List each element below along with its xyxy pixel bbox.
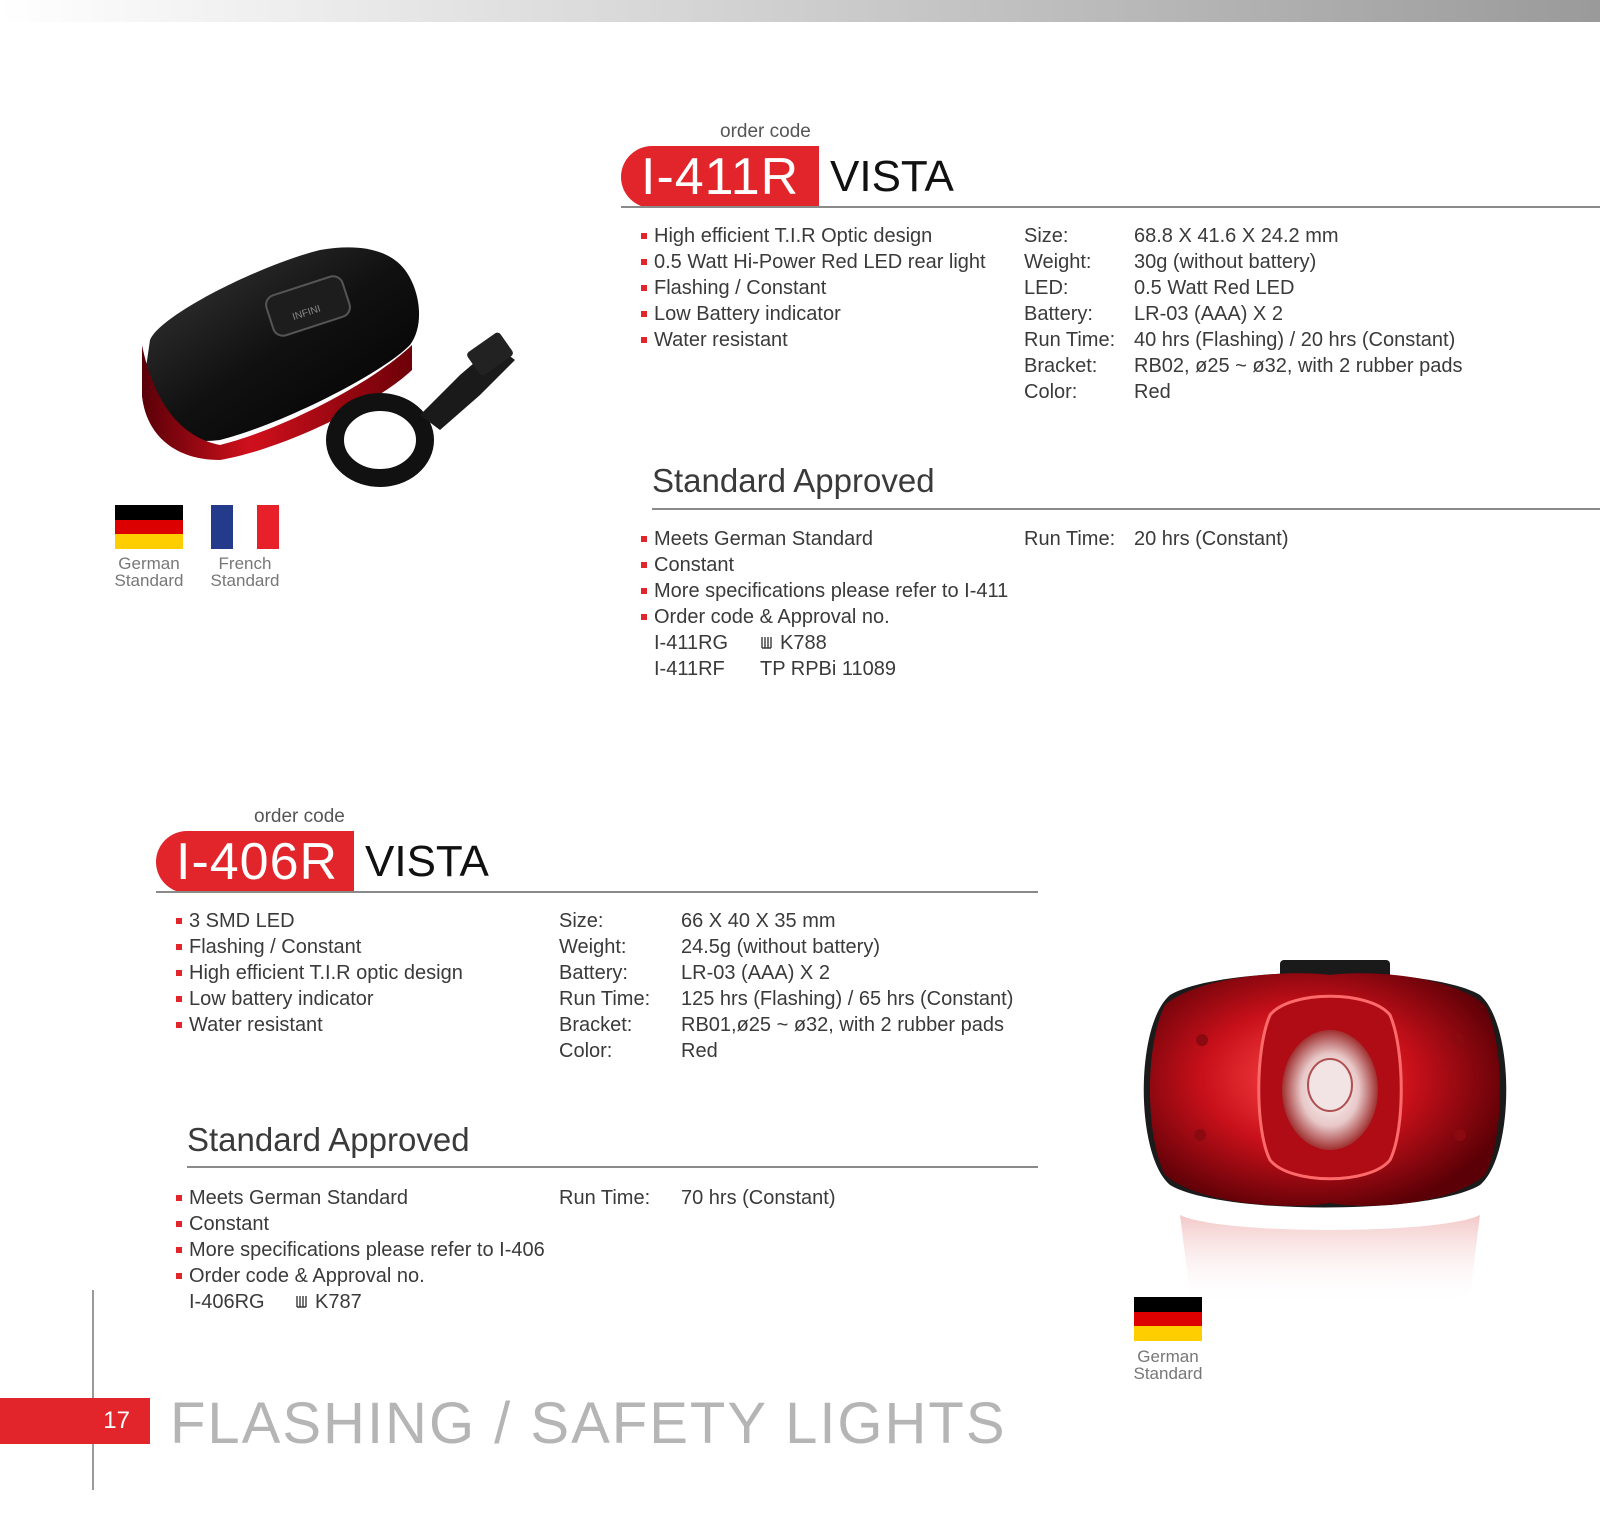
approval-number: K787 bbox=[295, 1289, 362, 1315]
flag-caption-french: French Standard bbox=[210, 554, 280, 590]
spec-row: Battery: LR-03 (AAA) X 2 bbox=[1024, 303, 1283, 325]
spec-row: Bracket: RB02, ø25 ~ ø32, with 2 rubber pads bbox=[1024, 355, 1463, 377]
standard-approved-title: Standard Approved bbox=[187, 1121, 470, 1158]
order-code-label: order code bbox=[720, 121, 811, 142]
french-flag-icon bbox=[211, 505, 279, 549]
spec-row: Bracket: RB01,ø25 ~ ø32, with 2 rubber pads bbox=[559, 1014, 1004, 1036]
spec-row: Run Time: 70 hrs (Constant) bbox=[559, 1187, 836, 1209]
spec-table bbox=[559, 908, 1013, 1064]
order-code-badge: I-411R bbox=[621, 146, 819, 208]
wave-mark-icon bbox=[760, 631, 780, 647]
wave-mark-icon bbox=[295, 1290, 315, 1306]
standard-item: Constant bbox=[176, 1211, 545, 1237]
top-gradient-bar bbox=[0, 0, 1600, 22]
header-rule bbox=[621, 206, 1600, 208]
flag-caption-german: German Standard bbox=[114, 554, 184, 590]
spec-row: Battery: LR-03 (AAA) X 2 bbox=[559, 962, 830, 984]
model-name: VISTA bbox=[365, 837, 489, 886]
feature-item: 0.5 Watt Hi-Power Red LED rear light bbox=[641, 249, 986, 275]
approval-code: I-411RG bbox=[654, 632, 729, 654]
order-code-badge: I-406R bbox=[156, 831, 354, 893]
standard-rule bbox=[652, 508, 1600, 510]
feature-item: Flashing / Constant bbox=[176, 934, 463, 960]
standard-runtime bbox=[559, 1185, 836, 1211]
page-number: 17 bbox=[0, 1398, 150, 1444]
feature-list bbox=[176, 908, 463, 1038]
spec-row: Color: Red bbox=[559, 1040, 718, 1062]
spec-row: Weight: 24.5g (without battery) bbox=[559, 936, 880, 958]
standard-rule bbox=[187, 1166, 1038, 1168]
spec-row: Run Time: 125 hrs (Flashing) / 65 hrs (Constant) bbox=[559, 988, 1014, 1010]
feature-item: Flashing / Constant bbox=[641, 275, 986, 301]
spec-row: Size: 66 X 40 X 35 mm bbox=[559, 910, 836, 932]
standard-runtime bbox=[1024, 526, 1289, 552]
standard-item: Order code & Approval no. bbox=[641, 604, 1008, 630]
spec-row: Color: Red bbox=[1024, 381, 1171, 403]
feature-item: 3 SMD LED bbox=[176, 908, 463, 934]
product-image-i411r bbox=[140, 245, 540, 495]
device-brand-label: INFINI bbox=[291, 303, 323, 323]
standard-item: More specifications please refer to I-406 bbox=[176, 1237, 545, 1263]
german-flag-icon bbox=[115, 505, 183, 549]
footer-vertical-rule bbox=[92, 1290, 94, 1490]
approval-number: K788 bbox=[760, 630, 827, 656]
spec-row: Size: 68.8 X 41.6 X 24.2 mm bbox=[1024, 225, 1339, 247]
feature-item: Low battery indicator bbox=[176, 986, 463, 1012]
standard-item: Meets German Standard bbox=[641, 526, 1008, 552]
flag-caption-german: German Standard bbox=[1133, 1347, 1203, 1383]
standard-item: More specifications please refer to I-411 bbox=[641, 578, 1008, 604]
feature-item: Water resistant bbox=[641, 327, 986, 353]
standard-list bbox=[641, 526, 1008, 630]
standard-item: Constant bbox=[641, 552, 1008, 578]
order-code-label: order code bbox=[254, 806, 345, 827]
approval-code: I-411RF bbox=[654, 658, 725, 680]
feature-item: High efficient T.I.R Optic design bbox=[641, 223, 986, 249]
approval-number: TP RPBi 11089 bbox=[760, 658, 897, 680]
feature-list bbox=[641, 223, 986, 353]
standard-approved-title: Standard Approved bbox=[652, 462, 935, 499]
section-title: FLASHING / SAFETY LIGHTS bbox=[170, 1391, 1007, 1456]
german-flag-icon bbox=[1134, 1297, 1202, 1341]
feature-item: Water resistant bbox=[176, 1012, 463, 1038]
model-name: VISTA bbox=[830, 152, 954, 201]
header-rule bbox=[156, 891, 1038, 893]
spec-row: Weight: 30g (without battery) bbox=[1024, 251, 1317, 273]
product-image-i406r bbox=[1140, 955, 1510, 1315]
spec-row: LED: 0.5 Watt Red LED bbox=[1024, 277, 1295, 299]
feature-item: High efficient T.I.R optic design bbox=[176, 960, 463, 986]
spec-row: Run Time: 40 hrs (Flashing) / 20 hrs (Constant) bbox=[1024, 329, 1456, 351]
standard-item: Meets German Standard bbox=[176, 1185, 545, 1211]
feature-item: Low Battery indicator bbox=[641, 301, 986, 327]
standard-item: Order code & Approval no. bbox=[176, 1263, 545, 1289]
spec-table bbox=[1024, 223, 1463, 405]
approval-code: I-406RG bbox=[189, 1291, 265, 1313]
standard-list bbox=[176, 1185, 545, 1289]
spec-row: Run Time: 20 hrs (Constant) bbox=[1024, 528, 1289, 550]
